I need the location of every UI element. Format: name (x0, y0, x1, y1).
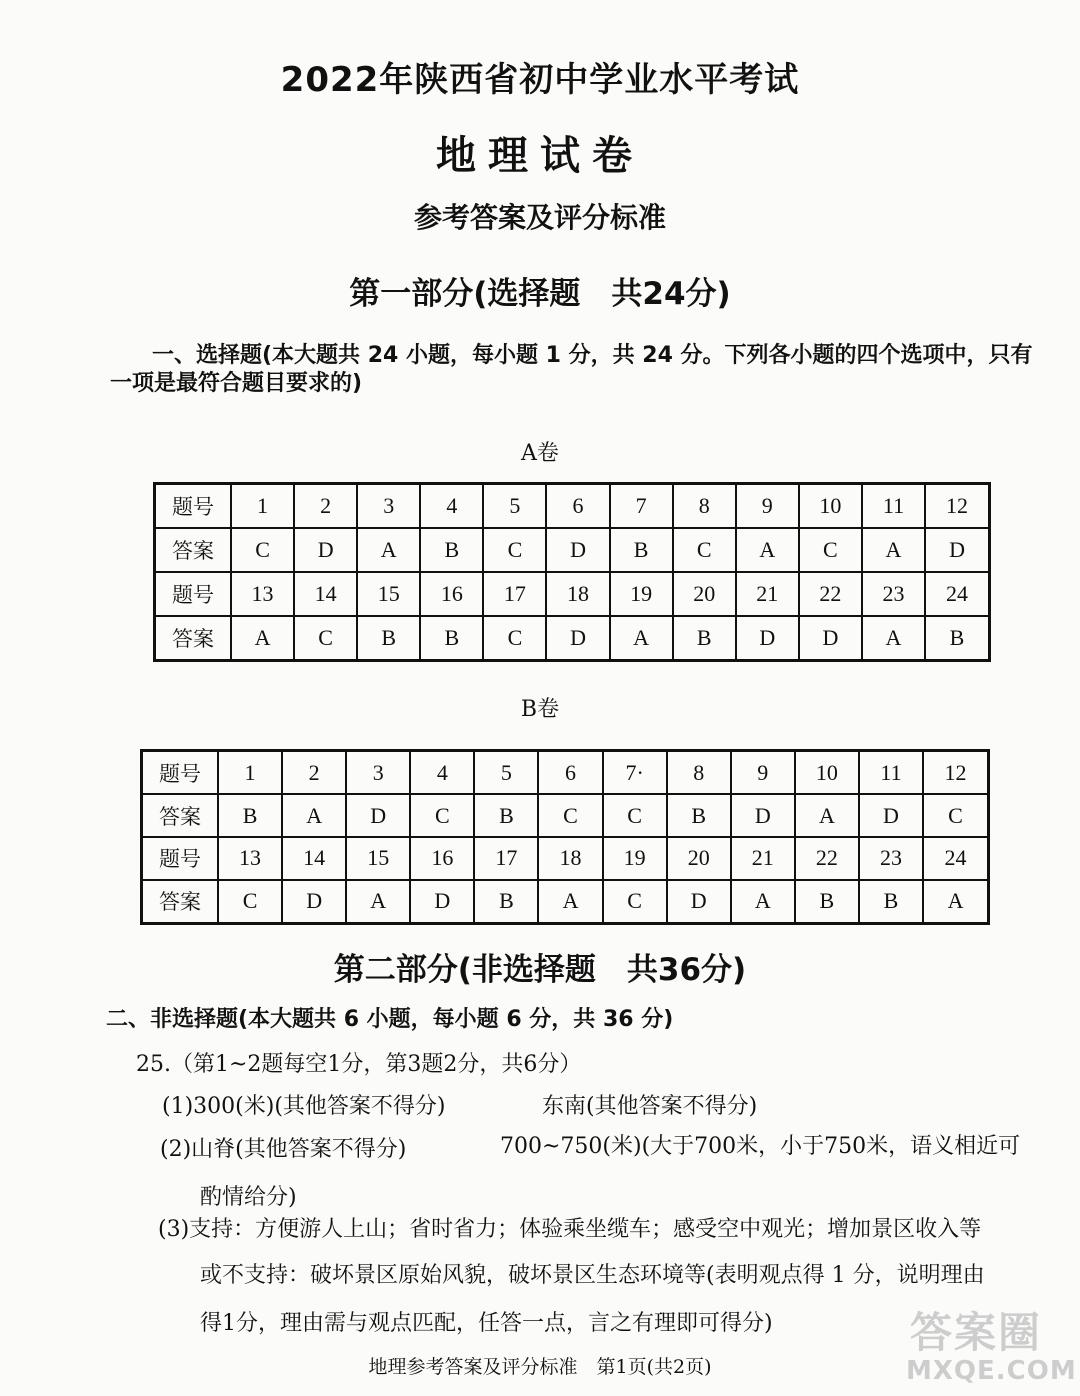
answer-cell: C (483, 528, 546, 572)
answer-cell: D (282, 880, 346, 924)
answer-cell: D (294, 528, 357, 572)
volume-a-label: A卷 (521, 441, 559, 466)
q25-answer-3c: 得1分，理由需与观点匹配，任答一点，言之有理即可得分) (200, 1311, 773, 1336)
answer-cell: 15 (346, 837, 410, 880)
answer-cell: 12 (923, 751, 988, 795)
answer-cell: C (294, 616, 357, 661)
answer-cell: 1 (231, 484, 294, 529)
answer-cell: 24 (923, 837, 988, 880)
watermark-url: MXQE.COM (906, 1356, 1077, 1386)
answer-cell: 8 (667, 751, 731, 795)
part1-heading: 第一部分(选择题 共24分) (349, 276, 731, 312)
answer-cell: 16 (420, 572, 483, 616)
answer-cell: C (410, 794, 474, 837)
answer-cell: B (474, 880, 538, 924)
answer-cell: 16 (410, 837, 474, 880)
answer-cell: A (731, 880, 795, 924)
watermark-text: 答案圈 (910, 1308, 1043, 1357)
answer-cell: A (923, 880, 988, 924)
answer-cell: A (282, 794, 346, 837)
answer-cell: 24 (925, 572, 989, 616)
answer-cell: D (736, 616, 799, 661)
part2-heading: 第二部分(非选择题 共36分) (333, 952, 747, 988)
q25-answer-1a: (1)300(米)(其他答案不得分) (162, 1094, 446, 1119)
answer-cell: 20 (673, 572, 736, 616)
volume-b-label: B卷 (520, 697, 560, 722)
answer-cell: B (218, 794, 282, 837)
answer-cell: C (218, 880, 282, 924)
row-header-cell: 题号 (142, 837, 219, 880)
exam-title: 2022年陕西省初中学业水平考试 (280, 60, 800, 100)
row-header-cell: 答案 (142, 880, 219, 924)
answer-key-title: 参考答案及评分标准 (413, 201, 666, 234)
table-row (155, 528, 990, 572)
q25-answer-3a: (3)支持：方便游人上山；省时省力；体验乘坐缆车；感受空中观光；增加景区收入等 (158, 1217, 982, 1242)
answer-cell: 14 (294, 572, 357, 616)
q25-answer-1b: 东南(其他答案不得分) (542, 1094, 758, 1119)
answer-cell: 14 (282, 837, 346, 880)
answer-cell: 2 (282, 751, 346, 795)
answer-cell: C (603, 794, 667, 837)
q25-answer-2c: 酌情给分) (200, 1185, 297, 1210)
answer-cell: B (859, 880, 923, 924)
answer-cell: 23 (859, 837, 923, 880)
answer-cell: 13 (218, 837, 282, 880)
answer-cell: 8 (673, 484, 736, 529)
answer-cell: 11 (862, 484, 925, 529)
answer-cell: 4 (410, 751, 474, 795)
answer-cell: A (736, 528, 799, 572)
answer-cell: C (603, 880, 667, 924)
table-row (142, 751, 989, 795)
answer-cell: A (795, 794, 859, 837)
answer-cell: A (538, 880, 602, 924)
table-row (155, 484, 990, 529)
part1-instruction-line2: 一项是最符合题目要求的) (110, 371, 363, 396)
answer-cell: 3 (346, 751, 410, 795)
row-header-cell: 答案 (155, 528, 232, 572)
answer-cell: B (795, 880, 859, 924)
table-row (142, 794, 989, 837)
answer-cell: 6 (546, 484, 609, 529)
question-25-intro: 25.（第1~2题每空1分，第3题2分，共6分） (136, 1052, 582, 1077)
answer-cell: B (420, 616, 483, 661)
answer-cell: 13 (231, 572, 294, 616)
answer-cell: 4 (420, 484, 483, 529)
table-row (155, 616, 990, 661)
answer-cell: B (474, 794, 538, 837)
answer-cell: 5 (483, 484, 546, 529)
q25-answer-2b: 700~750(米)(大于700米，小于750米，语义相近可 (500, 1134, 1021, 1159)
answer-cell: 3 (357, 484, 420, 529)
answer-cell: B (420, 528, 483, 572)
answer-cell: 19 (610, 572, 673, 616)
row-header-cell: 答案 (155, 616, 232, 661)
row-header-cell: 答案 (142, 794, 219, 837)
watermark-logo (900, 1300, 1077, 1390)
answer-cell: 2 (294, 484, 357, 529)
answer-cell: A (231, 616, 294, 661)
answer-cell: 23 (862, 572, 925, 616)
answer-cell: 22 (799, 572, 862, 616)
answer-cell: D (925, 528, 989, 572)
answer-cell: A (346, 880, 410, 924)
answer-cell: 6 (538, 751, 602, 795)
answer-cell: A (357, 528, 420, 572)
answer-cell: B (673, 616, 736, 661)
answer-cell: C (799, 528, 862, 572)
answer-cell: 17 (474, 837, 538, 880)
answer-cell: D (346, 794, 410, 837)
volume-a-answer-table (153, 482, 991, 662)
answer-cell: 10 (799, 484, 862, 529)
q25-answer-2a: (2)山脊(其他答案不得分) (160, 1137, 407, 1162)
answer-cell: 12 (925, 484, 989, 529)
answer-cell: 11 (859, 751, 923, 795)
answer-cell: D (546, 528, 609, 572)
page-footer: 地理参考答案及评分标准 第1页(共2页) (368, 1356, 712, 1378)
answer-cell: A (862, 616, 925, 661)
answer-cell: D (859, 794, 923, 837)
row-header-cell: 题号 (155, 572, 232, 616)
answer-cell: 22 (795, 837, 859, 880)
answer-cell: 9 (736, 484, 799, 529)
answer-cell: C (538, 794, 602, 837)
volume-b-answer-table (140, 749, 990, 925)
answer-cell: 21 (731, 837, 795, 880)
answer-cell: 18 (538, 837, 602, 880)
answer-cell: 7· (603, 751, 667, 795)
table-row (142, 880, 989, 924)
answer-cell: C (673, 528, 736, 572)
answer-cell: D (410, 880, 474, 924)
answer-cell: A (862, 528, 925, 572)
answer-cell: 18 (546, 572, 609, 616)
table-row (155, 572, 990, 616)
answer-cell: 19 (603, 837, 667, 880)
table-row (142, 837, 989, 880)
answer-cell: 5 (474, 751, 538, 795)
answer-cell: 17 (483, 572, 546, 616)
answer-cell: 20 (667, 837, 731, 880)
answer-cell: D (546, 616, 609, 661)
answer-cell: 15 (357, 572, 420, 616)
part1-instruction-line1: 一、选择题(本大题共 24 小题，每小题 1 分，共 24 分。下列各小题的四个选项中，只有 (152, 343, 1033, 368)
answer-cell: A (610, 616, 673, 661)
answer-cell: B (357, 616, 420, 661)
answer-cell: C (231, 528, 294, 572)
q25-answer-3b: 或不支持：破坏景区原始风貌，破坏景区生态环境等(表明观点得 1 分，说明理由 (200, 1263, 985, 1288)
answer-cell: B (925, 616, 989, 661)
answer-cell: D (799, 616, 862, 661)
paper-subject-title: 地理试卷 (436, 133, 644, 179)
answer-cell: 7 (610, 484, 673, 529)
answer-cell: 10 (795, 751, 859, 795)
part2-instruction: 二、非选择题(本大题共 6 小题，每小题 6 分，共 36 分) (106, 1007, 674, 1032)
answer-cell: D (667, 880, 731, 924)
row-header-cell: 题号 (155, 484, 232, 529)
answer-cell: C (923, 794, 988, 837)
answer-cell: B (610, 528, 673, 572)
answer-cell: 21 (736, 572, 799, 616)
answer-cell: C (483, 616, 546, 661)
answer-cell: 9 (731, 751, 795, 795)
row-header-cell: 题号 (142, 751, 219, 795)
answer-cell: D (731, 794, 795, 837)
answer-cell: 1 (218, 751, 282, 795)
answer-cell: B (667, 794, 731, 837)
